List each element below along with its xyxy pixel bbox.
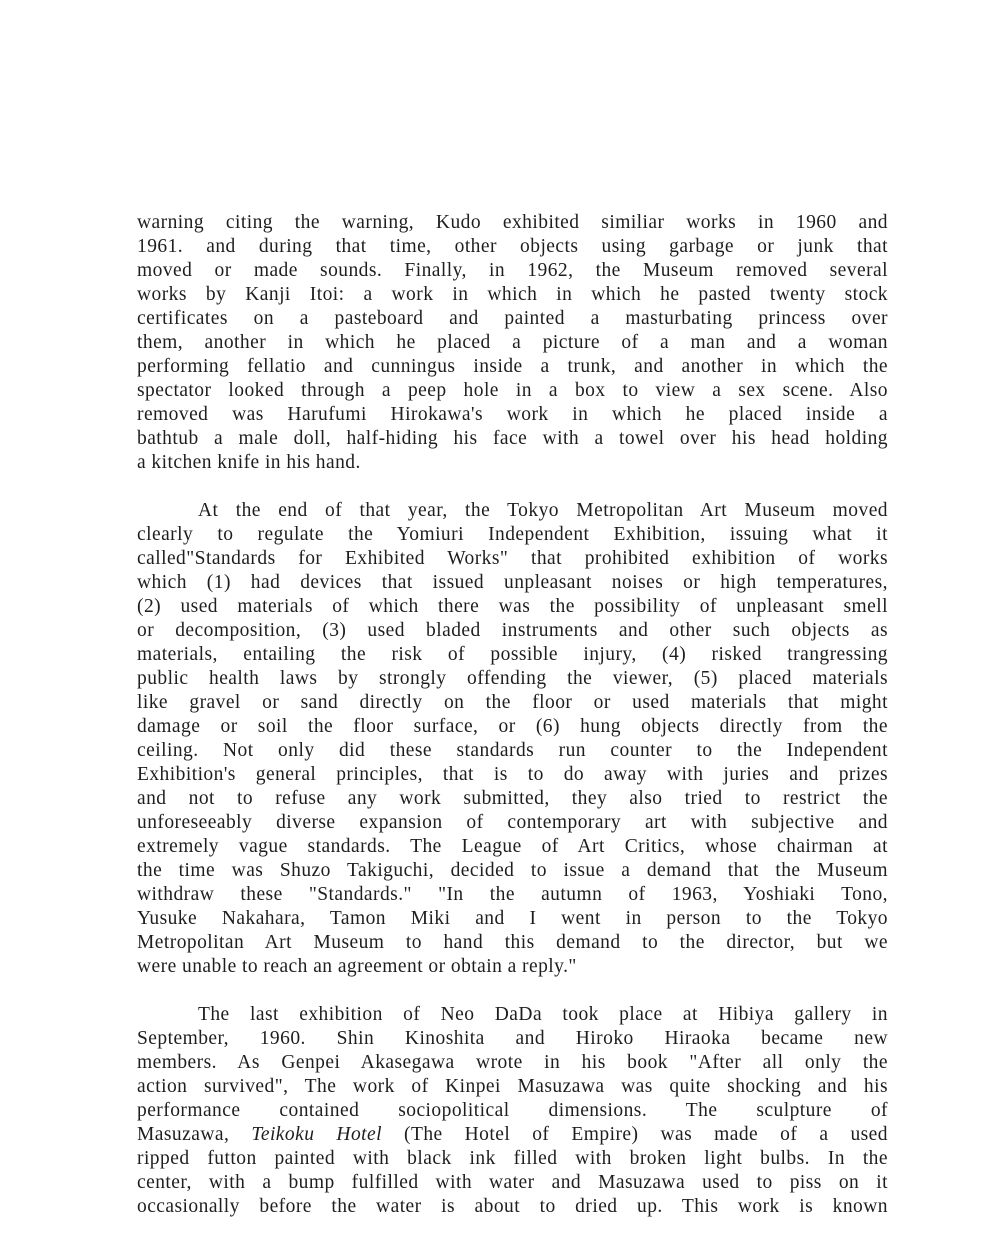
text-line: ceiling. Not only did these standards run counter to the Independent <box>137 740 888 761</box>
text-line: September, 1960. Shin Kinoshita and Hiroko Hiraoka became new <box>137 1028 888 1049</box>
text-line: Masuzawa, Teikoku Hotel (The Hotel of Empire) was made of a used <box>137 1124 888 1145</box>
paragraph <box>137 211 888 475</box>
text-line: bathtub a male doll, half-hiding his face with a towel over his head holding <box>137 428 888 449</box>
text-line: center, with a bump fulfilled with water and Masuzawa used to piss on it <box>137 1172 888 1193</box>
text-line: called"Standards for Exhibited Works" that prohibited exhibition of works <box>137 548 888 569</box>
paragraph-gap <box>137 475 888 499</box>
text-line: like gravel or sand directly on the floor or used materials that might <box>137 692 888 713</box>
text-line: At the end of that year, the Tokyo Metropolitan Art Museum moved <box>198 500 888 521</box>
text-line: 1961. and during that time, other objects using garbage or junk that <box>137 236 888 257</box>
italic-title: Teikoku Hotel <box>251 1124 383 1145</box>
text-line: extremely vague standards. The League of Art Critics, whose chairman at <box>137 836 888 857</box>
text-line: a kitchen knife in his hand. <box>137 452 361 473</box>
paragraph <box>137 499 888 979</box>
text-line: warning citing the warning, Kudo exhibited similiar works in 1960 and <box>137 212 888 233</box>
text-line: moved or made sounds. Finally, in 1962, the Museum removed several <box>137 260 888 281</box>
text-line: Metropolitan Art Museum to hand this demand to the director, but we <box>137 932 888 953</box>
text-line: materials, entailing the risk of possible injury, (4) risked trangressing <box>137 644 888 665</box>
text-line: certificates on a pasteboard and painted a masturbating princess over <box>137 308 888 329</box>
text-line: and not to refuse any work submitted, they also tried to restrict the <box>137 788 888 809</box>
paragraph-gap <box>137 979 888 1003</box>
text-line: removed was Harufumi Hirokawa's work in which he placed inside a <box>137 404 888 425</box>
text-line: withdraw these "Standards." "In the autumn of 1963, Yoshiaki Tono, <box>137 884 888 905</box>
document-page <box>137 211 888 1219</box>
text-line: The last exhibition of Neo DaDa took place at Hibiya gallery in <box>198 1004 888 1025</box>
text-line: works by Kanji Itoi: a work in which in which he pasted twenty stock <box>137 284 888 305</box>
text-line: public health laws by strongly offending the viewer, (5) placed materials <box>137 668 888 689</box>
text-line: spectator looked through a peep hole in a box to view a sex scene. Also <box>137 380 888 401</box>
text-line: damage or soil the floor surface, or (6) hung objects directly from the <box>137 716 888 737</box>
text-line: ripped futton painted with black ink filled with broken light bulbs. In the <box>137 1148 888 1169</box>
text-line: them, another in which he placed a picture of a man and a woman <box>137 332 888 353</box>
text-line: the time was Shuzo Takiguchi, decided to issue a demand that the Museum <box>137 860 888 881</box>
text-line: Exhibition's general principles, that is to do away with juries and prizes <box>137 764 888 785</box>
text-line: unforeseeably diverse expansion of contemporary art with subjective and <box>137 812 888 833</box>
text-line: occasionally before the water is about to dried up. This work is known <box>137 1196 888 1217</box>
text-line: action survived", The work of Kinpei Masuzawa was quite shocking and his <box>137 1076 888 1097</box>
paragraph <box>137 1003 888 1219</box>
text-line: members. As Genpei Akasegawa wrote in his book "After all only the <box>137 1052 888 1073</box>
text-line: clearly to regulate the Yomiuri Independent Exhibition, issuing what it <box>137 524 888 545</box>
text-line: performance contained sociopolitical dimensions. The sculpture of <box>137 1100 888 1121</box>
text-line: or decomposition, (3) used bladed instruments and other such objects as <box>137 620 888 641</box>
text-line: Yusuke Nakahara, Tamon Miki and I went in person to the Tokyo <box>137 908 888 929</box>
text-line: performing fellatio and cunningus inside a trunk, and another in which the <box>137 356 888 377</box>
text-line: which (1) had devices that issued unpleasant noises or high temperatures, <box>137 572 888 593</box>
text-line: were unable to reach an agreement or obtain a reply." <box>137 956 577 977</box>
text-line: (2) used materials of which there was the possibility of unpleasant smell <box>137 596 888 617</box>
